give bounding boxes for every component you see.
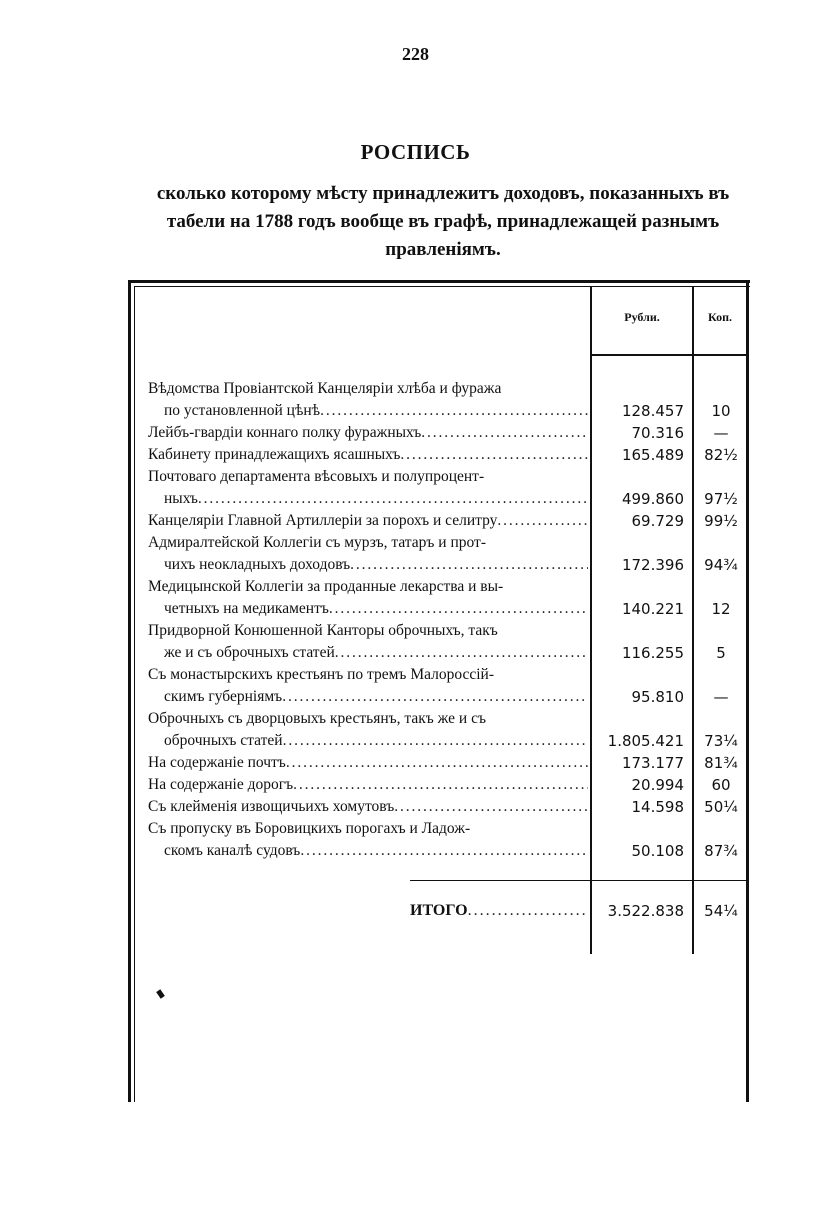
- column-header-kopecks: Коп.: [707, 310, 733, 324]
- page-number: 228: [402, 44, 429, 64]
- row-description: скимъ губерніямъ: [164, 688, 283, 705]
- row-description: Кабинету принадлежащихъ ясашныхъ: [148, 446, 401, 463]
- leader-dots: [320, 400, 588, 422]
- document-subtitle: сколько которому мѣсту принадлежитъ доходовъ, показанныхъ въ табели на 1788 годъ вообще въ графѣ, принадлежащей разнымъ правленіямъ.: [156, 183, 730, 260]
- row-description: Канцеляріи Главной Артиллеріи за порохъ и селитру: [148, 512, 498, 529]
- table-row: [148, 796, 746, 818]
- row-text-line: [148, 818, 588, 840]
- row-kopecks: —: [713, 688, 729, 706]
- row-text-line: [148, 840, 588, 862]
- table-row: [148, 422, 746, 444]
- row-kopecks: 82½: [704, 446, 738, 464]
- table-row: [148, 620, 746, 664]
- row-kopecks: —: [713, 424, 729, 442]
- leader-dots: [400, 444, 588, 466]
- leader-dots: [283, 730, 588, 752]
- row-kopecks: 73¼: [704, 732, 738, 750]
- row-text-line: [148, 730, 588, 752]
- row-description: же и съ оброчныхъ статей: [164, 644, 335, 661]
- row-kopecks: 81¾: [704, 754, 738, 772]
- row-description: ныхъ: [164, 490, 198, 507]
- row-description: На содержаніе дорогъ: [148, 776, 294, 793]
- leader-dots: [300, 840, 588, 862]
- table-row: [148, 466, 746, 510]
- row-rubles: 173.177: [621, 754, 684, 772]
- row-rubles: 128.457: [621, 402, 684, 420]
- row-description: На содержаніе почтъ: [148, 754, 286, 771]
- leader-dots: [293, 774, 588, 796]
- row-text-line: [148, 598, 588, 620]
- row-description: оброчныхъ статей: [164, 732, 283, 749]
- header-underline: [590, 354, 746, 356]
- row-rubles: 499.860: [621, 490, 684, 508]
- row-description: Оброчныхъ съ дворцовыхъ крестьянъ, такъ же и съ: [148, 710, 486, 727]
- row-description: чихъ неокладныхъ доходовъ: [164, 556, 351, 573]
- table-row: [148, 444, 746, 466]
- row-text-line: [148, 400, 588, 422]
- leader-dots: [198, 488, 588, 510]
- table-row: [148, 576, 746, 620]
- table-border-top: [128, 280, 750, 283]
- row-text-line: [148, 444, 588, 466]
- row-rubles: 1.805.421: [607, 732, 684, 750]
- leader-dots: [468, 900, 588, 922]
- document-title: РОСПИСЬ: [360, 140, 471, 164]
- table-border-left: [128, 280, 131, 1102]
- row-text-line: [148, 554, 588, 576]
- row-rubles: 69.729: [631, 512, 684, 530]
- table-border-top-inner: [134, 286, 750, 287]
- row-description: Съ клейменія извощичьихъ хомутовъ: [148, 798, 395, 815]
- row-text-line: [148, 576, 588, 598]
- row-kopecks: 10: [711, 402, 731, 420]
- total-rule: [410, 880, 746, 881]
- table-row: [148, 532, 746, 576]
- ledger-table: [128, 280, 750, 1102]
- row-text-line: [148, 708, 588, 730]
- leader-dots: [394, 796, 588, 818]
- total-row: [148, 900, 746, 922]
- total-rubles: 3.522.838: [607, 902, 684, 920]
- row-text-line: [148, 796, 588, 818]
- ledger-rows: [148, 378, 746, 862]
- row-description: скомъ каналѣ судовъ: [164, 842, 301, 859]
- leader-dots: [335, 642, 588, 664]
- row-text-line: [148, 510, 588, 532]
- table-row: [148, 818, 746, 862]
- total-label-line: [410, 900, 588, 922]
- leader-dots: [497, 510, 588, 532]
- row-rubles: 140.221: [621, 600, 684, 618]
- table-row: [148, 752, 746, 774]
- row-text-line: [148, 466, 588, 488]
- row-text-line: [148, 532, 588, 554]
- row-kopecks: 94¾: [704, 556, 738, 574]
- row-text-line: [148, 642, 588, 664]
- row-kopecks: 97½: [704, 490, 738, 508]
- row-description: Медицынской Коллегіи за проданные лекарства и вы-: [148, 578, 504, 595]
- row-kopecks: 60: [711, 776, 731, 794]
- row-text-line: [148, 378, 588, 400]
- leader-dots: [282, 686, 588, 708]
- table-row: [148, 774, 746, 796]
- total-label: ИТОГО: [410, 902, 468, 919]
- row-rubles: 172.396: [621, 556, 684, 574]
- row-kopecks: 5: [716, 644, 726, 662]
- row-kopecks: 99½: [704, 512, 738, 530]
- row-rubles: 165.489: [621, 446, 684, 464]
- row-description: Почтоваго департамента вѣсовыхъ и полупроцент-: [148, 468, 485, 485]
- row-description: Съ монастырскихъ крестьянъ по тремъ Малороссій-: [148, 666, 495, 683]
- table-row: [148, 708, 746, 752]
- row-text-line: [148, 686, 588, 708]
- row-rubles: 14.598: [631, 798, 684, 816]
- row-description: Придворной Конюшенной Канторы оброчныхъ, такъ: [148, 622, 498, 639]
- table-row: [148, 664, 746, 708]
- row-text-line: [148, 620, 588, 642]
- row-kopecks: 12: [711, 600, 731, 618]
- row-description: четныхъ на медикаментъ: [164, 600, 329, 617]
- row-text-line: [148, 664, 588, 686]
- row-kopecks: 87¾: [704, 842, 738, 860]
- row-description: Вѣдомства Провіантской Канцеляріи хлѣба и фуража: [148, 380, 502, 397]
- row-description: Лейбъ-гвардіи коннаго полку фуражныхъ: [148, 424, 422, 441]
- table-border-right: [746, 280, 749, 1102]
- row-rubles: 95.810: [631, 688, 684, 706]
- row-rubles: 116.255: [621, 644, 684, 662]
- column-header-rubles: Рубли.: [624, 310, 660, 324]
- leader-dots: [329, 598, 588, 620]
- table-border-left-inner: [134, 286, 135, 1102]
- row-rubles: 70.316: [631, 424, 684, 442]
- total-kopecks: 54¼: [704, 902, 738, 920]
- row-kopecks: 50¼: [704, 798, 738, 816]
- leader-dots: [350, 554, 588, 576]
- leader-dots: [421, 422, 588, 444]
- row-text-line: [148, 752, 588, 774]
- table-row: [148, 510, 746, 532]
- row-text-line: [148, 774, 588, 796]
- row-text-line: [148, 422, 588, 444]
- row-description: по установленной цѣнѣ: [164, 402, 321, 419]
- row-rubles: 20.994: [631, 776, 684, 794]
- leader-dots: [286, 752, 588, 774]
- table-row: [148, 378, 746, 422]
- row-description: Съ пропуску въ Боровицкихъ порогахъ и Ладож-: [148, 820, 471, 837]
- row-rubles: 50.108: [631, 842, 684, 860]
- row-text-line: [148, 488, 588, 510]
- row-description: Адмиралтейской Коллегіи съ мурзъ, татаръ и прот-: [148, 534, 486, 551]
